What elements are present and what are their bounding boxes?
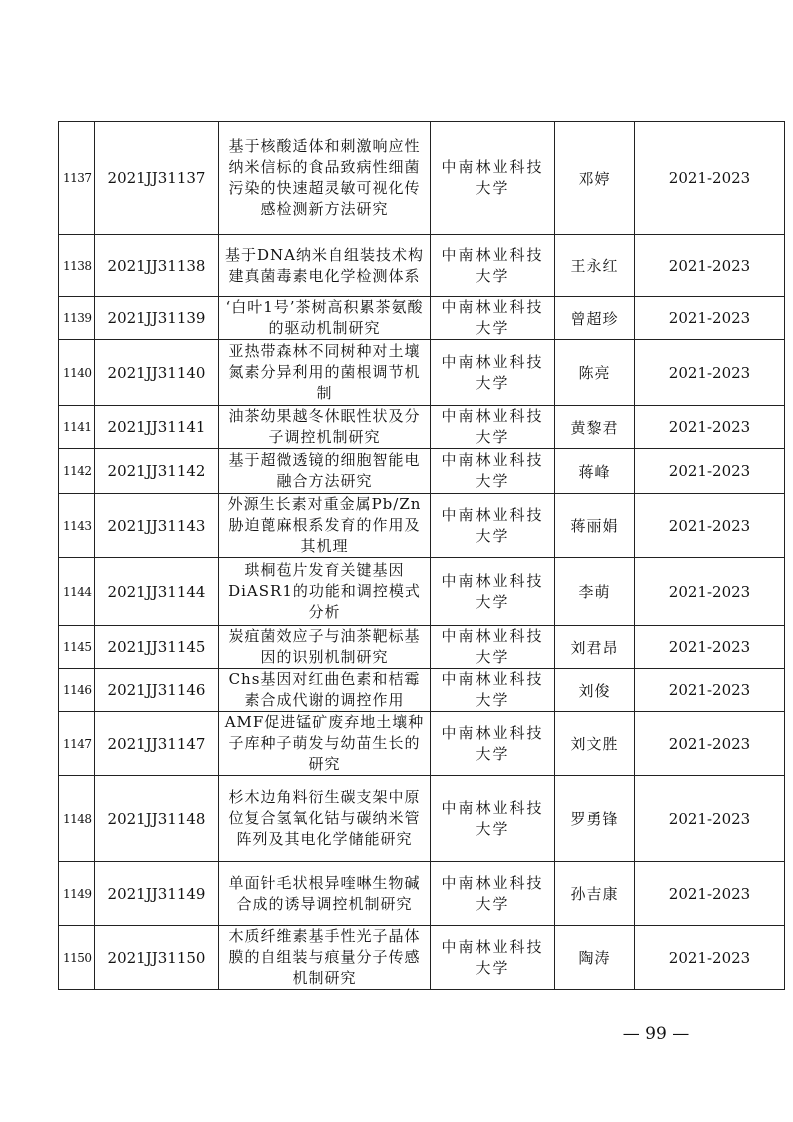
project-leader: 孙吉康 bbox=[555, 862, 635, 926]
project-title: Chs基因对红曲色素和桔霉素合成代谢的调控作用 bbox=[219, 669, 431, 712]
institution: 中南林业科技大学 bbox=[431, 406, 555, 449]
project-title: 单面针毛状根异喹啉生物碱合成的诱导调控机制研究 bbox=[219, 862, 431, 926]
institution: 中南林业科技大学 bbox=[431, 558, 555, 626]
project-title: 亚热带森林不同树种对土壤氮素分异利用的菌根调节机制 bbox=[219, 340, 431, 406]
table-row bbox=[59, 449, 785, 494]
table-row bbox=[59, 776, 785, 862]
institution: 中南林业科技大学 bbox=[431, 862, 555, 926]
project-title: 基于超微透镜的细胞智能电融合方法研究 bbox=[219, 449, 431, 494]
table-row bbox=[59, 297, 785, 340]
row-seq: 1147 bbox=[59, 712, 95, 776]
project-period: 2021-2023 bbox=[635, 235, 785, 297]
project-period: 2021-2023 bbox=[635, 494, 785, 558]
project-title: 基于核酸适体和刺激响应性纳米信标的食品致病性细菌污染的快速超灵敏可视化传感检测新方法研究 bbox=[219, 122, 431, 235]
project-code: 2021JJ31148 bbox=[95, 776, 219, 862]
project-period: 2021-2023 bbox=[635, 669, 785, 712]
institution: 中南林业科技大学 bbox=[431, 626, 555, 669]
project-leader: 王永红 bbox=[555, 235, 635, 297]
project-period: 2021-2023 bbox=[635, 122, 785, 235]
project-period: 2021-2023 bbox=[635, 862, 785, 926]
table-row bbox=[59, 712, 785, 776]
project-title: 炭疽菌效应子与油茶靶标基因的识别机制研究 bbox=[219, 626, 431, 669]
institution: 中南林业科技大学 bbox=[431, 122, 555, 235]
project-code: 2021JJ31142 bbox=[95, 449, 219, 494]
row-seq: 1142 bbox=[59, 449, 95, 494]
project-title: 基于DNA纳米自组装技术构建真菌毒素电化学检测体系 bbox=[219, 235, 431, 297]
project-leader: 刘文胜 bbox=[555, 712, 635, 776]
table-row bbox=[59, 669, 785, 712]
project-title: 木质纤维素基手性光子晶体膜的自组装与痕量分子传感机制研究 bbox=[219, 926, 431, 990]
table-row bbox=[59, 340, 785, 406]
project-period: 2021-2023 bbox=[635, 449, 785, 494]
project-period: 2021-2023 bbox=[635, 712, 785, 776]
project-leader: 李萌 bbox=[555, 558, 635, 626]
project-title: 外源生长素对重金属Pb/Zn胁迫蓖麻根系发育的作用及其机理 bbox=[219, 494, 431, 558]
project-period: 2021-2023 bbox=[635, 558, 785, 626]
project-title: ‘白叶1号’茶树高积累茶氨酸的驱动机制研究 bbox=[219, 297, 431, 340]
row-seq: 1149 bbox=[59, 862, 95, 926]
table-row bbox=[59, 235, 785, 297]
project-title: 珙桐苞片发育关键基因DiASR1的功能和调控模式分析 bbox=[219, 558, 431, 626]
project-period: 2021-2023 bbox=[635, 297, 785, 340]
project-leader: 刘君昂 bbox=[555, 626, 635, 669]
grant-table bbox=[58, 121, 785, 990]
table-row bbox=[59, 494, 785, 558]
institution: 中南林业科技大学 bbox=[431, 926, 555, 990]
project-period: 2021-2023 bbox=[635, 340, 785, 406]
grant-table-body bbox=[59, 122, 785, 990]
project-title: 杉木边角料衍生碳支架中原位复合氢氧化钴与碳纳米管阵列及其电化学储能研究 bbox=[219, 776, 431, 862]
project-leader: 陶涛 bbox=[555, 926, 635, 990]
table-row bbox=[59, 558, 785, 626]
project-code: 2021JJ31145 bbox=[95, 626, 219, 669]
project-code: 2021JJ31141 bbox=[95, 406, 219, 449]
project-period: 2021-2023 bbox=[635, 406, 785, 449]
project-period: 2021-2023 bbox=[635, 776, 785, 862]
institution: 中南林业科技大学 bbox=[431, 449, 555, 494]
project-leader: 蒋丽娟 bbox=[555, 494, 635, 558]
page-number: — 99 — bbox=[622, 1024, 690, 1044]
table-row bbox=[59, 862, 785, 926]
project-code: 2021JJ31146 bbox=[95, 669, 219, 712]
project-period: 2021-2023 bbox=[635, 626, 785, 669]
project-code: 2021JJ31149 bbox=[95, 862, 219, 926]
project-title: AMF促进锰矿废弃地土壤种子库种子萌发与幼苗生长的研究 bbox=[219, 712, 431, 776]
row-seq: 1139 bbox=[59, 297, 95, 340]
table-row bbox=[59, 406, 785, 449]
project-code: 2021JJ31138 bbox=[95, 235, 219, 297]
project-leader: 刘俊 bbox=[555, 669, 635, 712]
project-leader: 黄黎君 bbox=[555, 406, 635, 449]
institution: 中南林业科技大学 bbox=[431, 494, 555, 558]
table-row bbox=[59, 626, 785, 669]
row-seq: 1143 bbox=[59, 494, 95, 558]
institution: 中南林业科技大学 bbox=[431, 776, 555, 862]
row-seq: 1137 bbox=[59, 122, 95, 235]
institution: 中南林业科技大学 bbox=[431, 235, 555, 297]
row-seq: 1150 bbox=[59, 926, 95, 990]
project-leader: 陈亮 bbox=[555, 340, 635, 406]
row-seq: 1141 bbox=[59, 406, 95, 449]
project-code: 2021JJ31150 bbox=[95, 926, 219, 990]
project-code: 2021JJ31143 bbox=[95, 494, 219, 558]
institution: 中南林业科技大学 bbox=[431, 340, 555, 406]
project-code: 2021JJ31147 bbox=[95, 712, 219, 776]
row-seq: 1148 bbox=[59, 776, 95, 862]
project-title: 油茶幼果越冬休眠性状及分子调控机制研究 bbox=[219, 406, 431, 449]
project-code: 2021JJ31140 bbox=[95, 340, 219, 406]
project-leader: 邓婷 bbox=[555, 122, 635, 235]
project-period: 2021-2023 bbox=[635, 926, 785, 990]
project-leader: 曾超珍 bbox=[555, 297, 635, 340]
row-seq: 1145 bbox=[59, 626, 95, 669]
project-leader: 罗勇锋 bbox=[555, 776, 635, 862]
row-seq: 1138 bbox=[59, 235, 95, 297]
project-code: 2021JJ31137 bbox=[95, 122, 219, 235]
row-seq: 1140 bbox=[59, 340, 95, 406]
project-leader: 蒋峰 bbox=[555, 449, 635, 494]
institution: 中南林业科技大学 bbox=[431, 297, 555, 340]
row-seq: 1144 bbox=[59, 558, 95, 626]
project-code: 2021JJ31144 bbox=[95, 558, 219, 626]
institution: 中南林业科技大学 bbox=[431, 712, 555, 776]
table-row bbox=[59, 122, 785, 235]
project-code: 2021JJ31139 bbox=[95, 297, 219, 340]
institution: 中南林业科技大学 bbox=[431, 669, 555, 712]
table-row bbox=[59, 926, 785, 990]
row-seq: 1146 bbox=[59, 669, 95, 712]
